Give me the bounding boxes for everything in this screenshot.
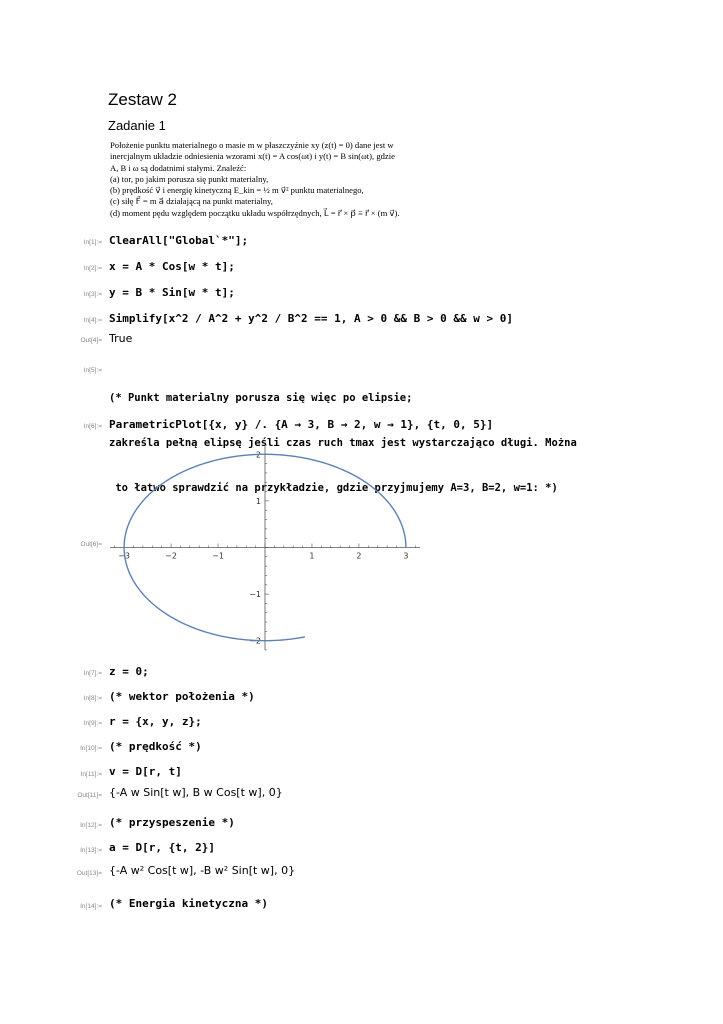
input-cell-8[interactable]: (* wektor położenia *) xyxy=(109,690,255,703)
input-cell-3[interactable]: y = B * Sin[w * t]; xyxy=(109,286,235,299)
problem-statement xyxy=(110,140,470,219)
output-cell-11: {-A w Sin[t w], B w Cos[t w], 0} xyxy=(109,786,283,799)
input-label: In[4]:= xyxy=(83,317,102,324)
problem-line: inercjalnym układzie odniesienia wzorami x(t) = A cos(ωt) i y(t) = B sin(ωt), gdzie xyxy=(110,151,395,162)
input-label: In[12]:= xyxy=(80,822,102,829)
input-label: In[3]:= xyxy=(83,291,102,298)
y-tick-label: 1 xyxy=(255,496,261,506)
output-cell-4: True xyxy=(109,332,133,345)
output-label: Out[4]= xyxy=(80,337,102,344)
problem-line: A, B i ω są dodatnimi stałymi. Znaleźć: xyxy=(110,162,247,173)
problem-line: (b) prędkość v⃗ i energię kinetyczną E_kin = ½ m v⃗² punktu materialnego, xyxy=(110,185,364,196)
output-cell-13: {-A w² Cos[t w], -B w² Sin[t w], 0} xyxy=(109,864,296,877)
x-tick-label: 2 xyxy=(356,551,362,561)
problem-line: (c) siłę F⃗ = m a⃗ działającą na punkt materialny, xyxy=(110,196,273,207)
x-tick-label: 1 xyxy=(309,551,315,561)
parametric-plot xyxy=(100,440,430,655)
page-title: Zestaw 2 xyxy=(108,90,177,109)
y-tick-label: −1 xyxy=(249,590,261,600)
input-cell-7[interactable]: z = 0; xyxy=(109,665,149,678)
input-cell-12[interactable]: (* przyspeszenie *) xyxy=(109,816,235,829)
output-label: Out[11]= xyxy=(77,792,102,799)
problem-line: Położenie punktu materialnego o masie m w płaszczyźnie xy (z(t) = 0) dane jest w xyxy=(110,140,394,150)
input-cell-2[interactable]: x = A * Cos[w * t]; xyxy=(109,260,235,273)
output-label: Out[13]= xyxy=(76,870,102,877)
input-cell-11[interactable]: v = D[r, t] xyxy=(109,765,182,778)
input-label: In[6]:= xyxy=(83,423,102,430)
y-tick-label: 2 xyxy=(255,450,261,460)
section-subtitle: Zadanie 1 xyxy=(108,118,166,133)
input-cell-10[interactable]: (* prędkość *) xyxy=(109,740,202,753)
input-label: In[9]:= xyxy=(83,720,102,727)
input-label: In[10]:= xyxy=(80,745,102,752)
input-label: In[1]:= xyxy=(83,239,102,246)
comment-line: to łatwo sprawdzić na przykładzie, gdzie przyjmujemy A=3, B=2, w=1: *) xyxy=(109,482,558,494)
input-label: In[2]:= xyxy=(83,265,102,272)
problem-line: (d) moment pędu względem początku układu współrzędnych, L⃗ = r⃗ × p⃗ ≡ r⃗ × (m v⃗). xyxy=(110,207,400,218)
input-label: In[13]:= xyxy=(80,847,102,854)
input-label: In[8]:= xyxy=(83,695,102,702)
input-label: In[11]:= xyxy=(80,771,102,778)
x-tick-label: −2 xyxy=(165,551,177,561)
input-cell-14[interactable]: (* Energia kinetyczna *) xyxy=(109,897,268,910)
comment-line: zakreśla pełną elipsę jeśli czas ruch tmax jest wystarczająco długi. Można xyxy=(109,437,577,449)
x-tick-label: −3 xyxy=(118,551,130,561)
y-tick-label: −2 xyxy=(249,636,261,646)
x-tick-label: 3 xyxy=(403,551,409,561)
input-cell-4[interactable]: Simplify[x^2 / A^2 + y^2 / B^2 == 1, A > 0 && B > 0 && w > 0] xyxy=(109,312,513,325)
input-cell-6[interactable]: ParametricPlot[{x, y} /. {A → 3, B → 2, w → 1}, {t, 0, 5}] xyxy=(109,418,494,431)
output-label: Out[6]= xyxy=(80,541,102,548)
input-label: In[5]:= xyxy=(83,367,102,374)
input-cell-1[interactable]: ClearAll["Global`*"]; xyxy=(109,234,249,247)
x-tick-label: −1 xyxy=(212,551,224,561)
problem-line: (a) tor, po jakim porusza się punkt materialny, xyxy=(110,173,269,184)
input-label: In[7]:= xyxy=(83,670,102,677)
input-cell-13[interactable]: a = D[r, {t, 2}] xyxy=(109,841,215,854)
comment-line: (* Punkt materialny porusza się więc po elipsie; xyxy=(109,392,413,404)
input-label: In[14]:= xyxy=(80,903,102,910)
input-cell-9[interactable]: r = {x, y, z}; xyxy=(109,715,202,728)
